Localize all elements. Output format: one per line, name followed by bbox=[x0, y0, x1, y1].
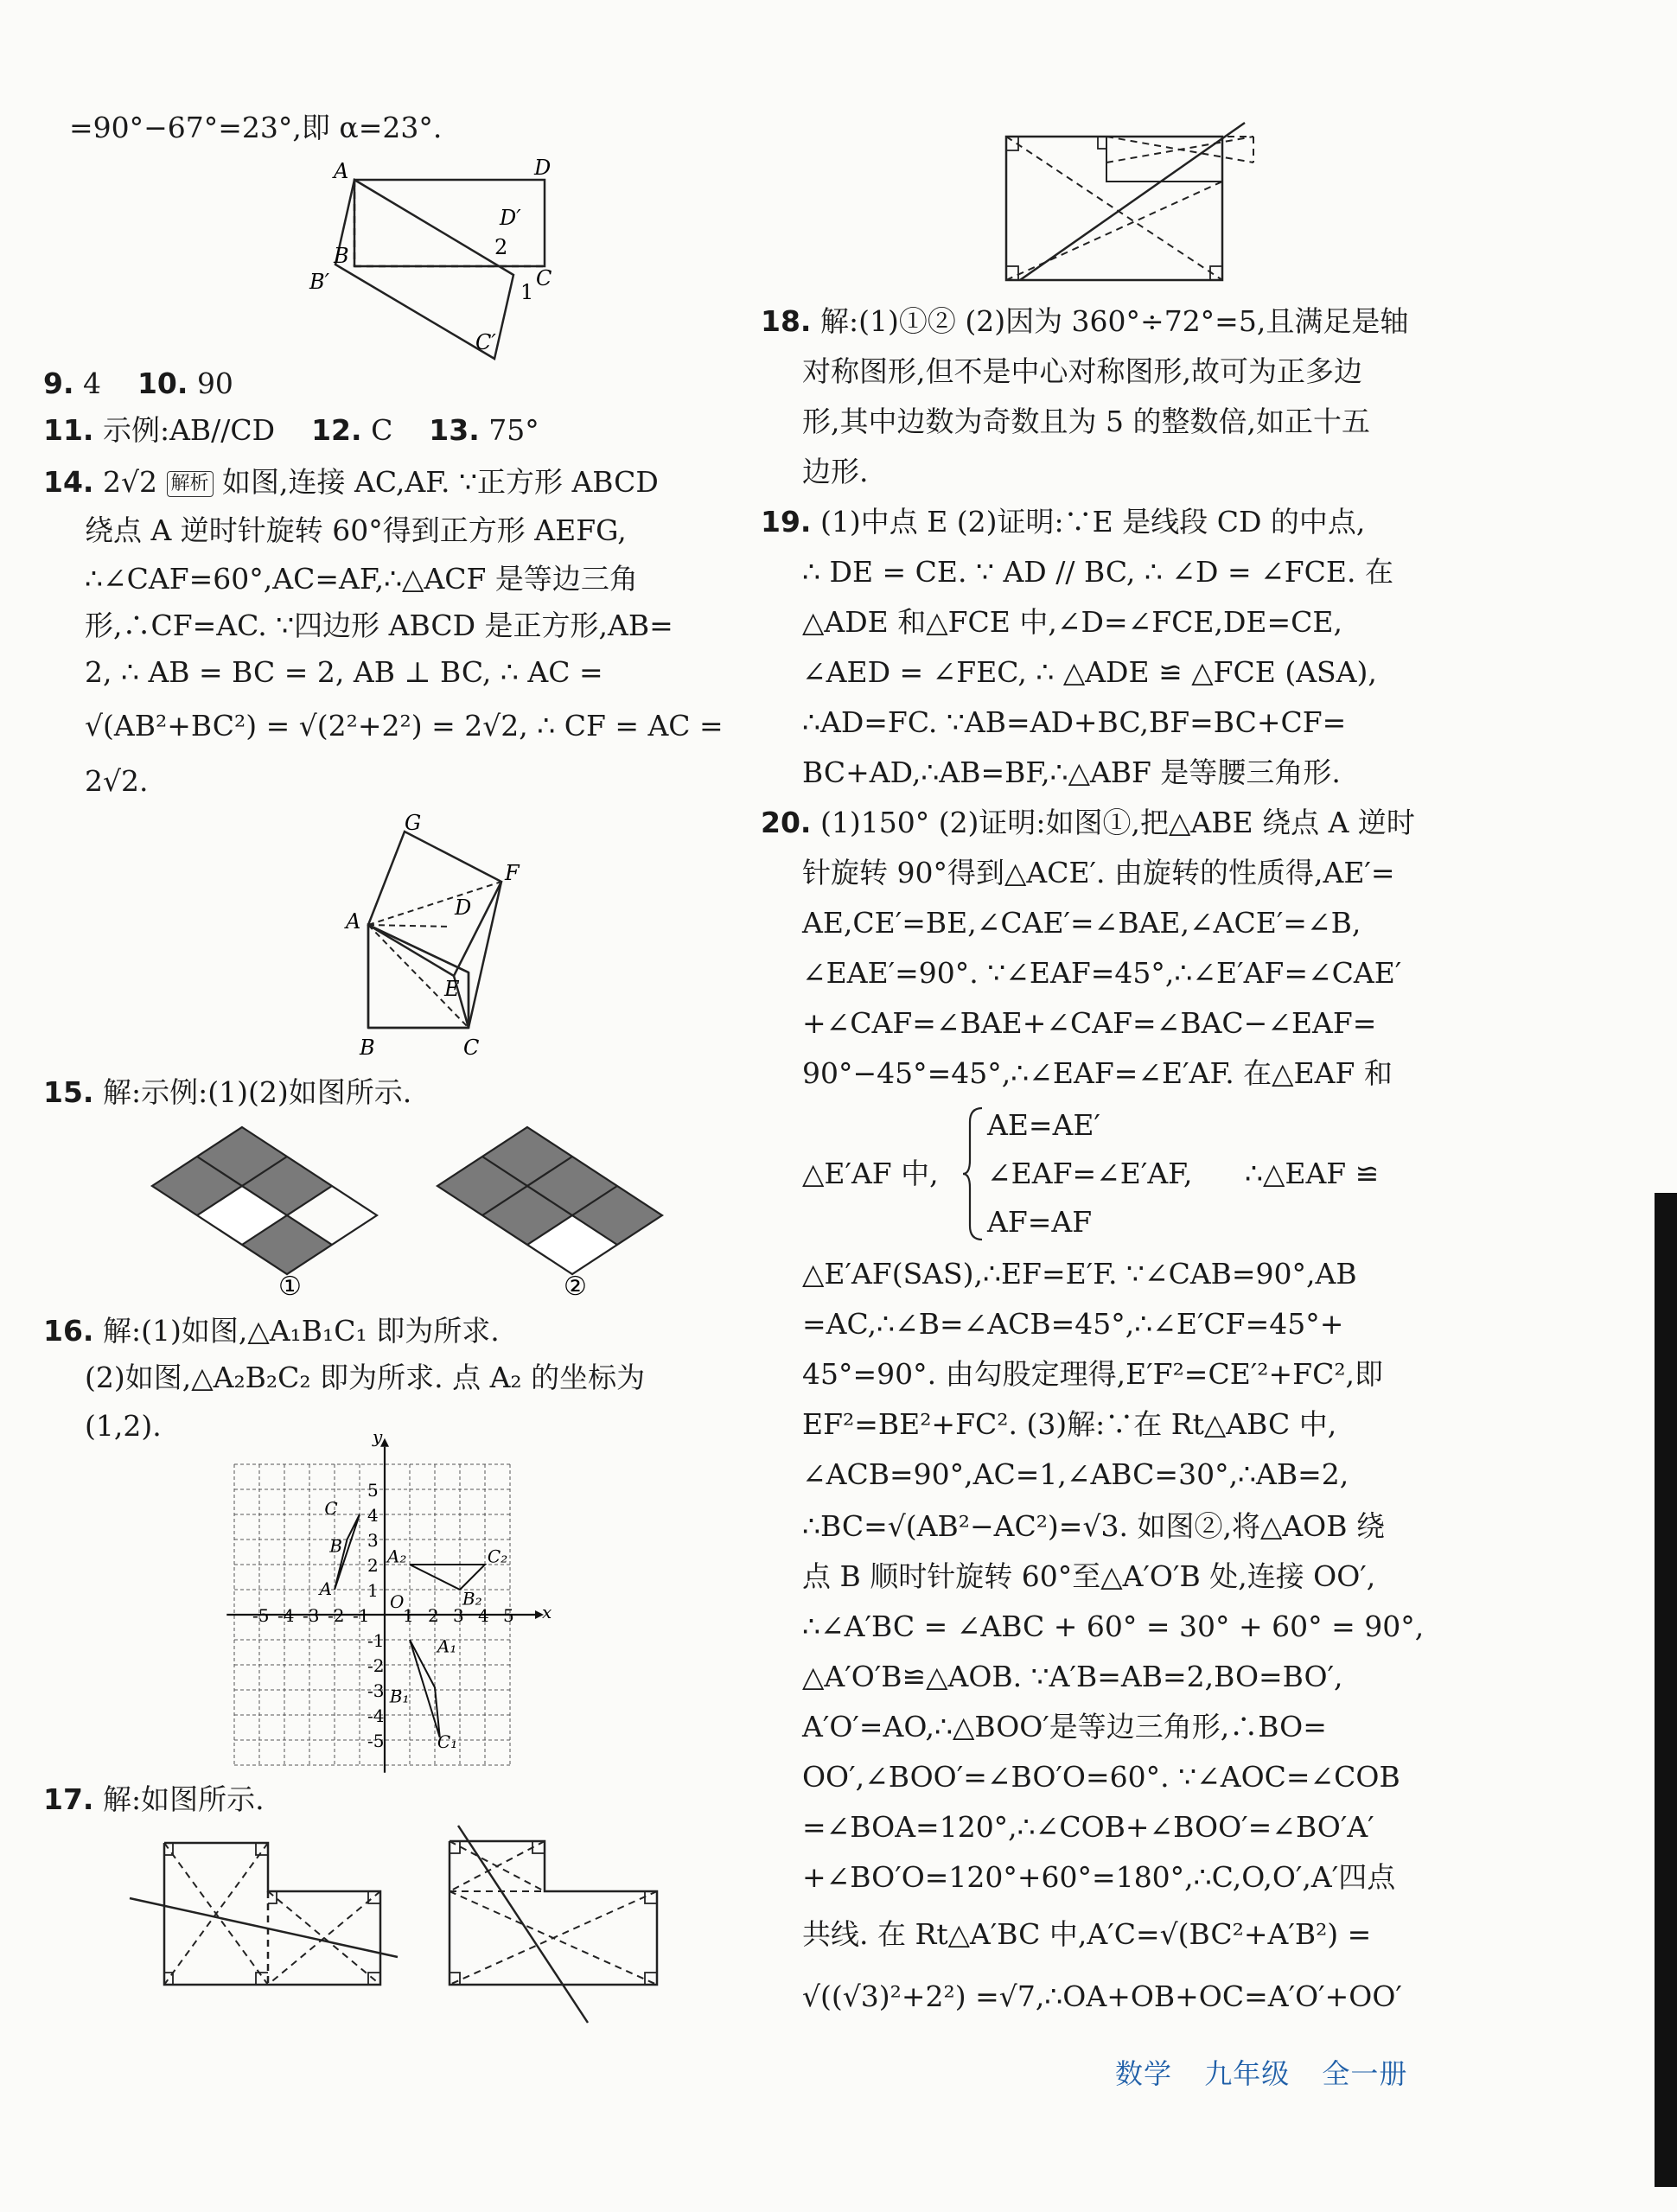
q14-line-4: 2, ∴ AB = BC = 2, AB ⊥ BC, ∴ AC = bbox=[85, 655, 603, 689]
q20-line-b7: ∴∠A′BC = ∠ABC + 60° = 30° + 60° = 90°, bbox=[802, 1610, 1425, 1643]
label-B: B bbox=[334, 244, 349, 268]
brace bbox=[961, 1105, 987, 1243]
angle-1: 1 bbox=[520, 280, 534, 304]
footer-subject: 数学 bbox=[1115, 2057, 1173, 2090]
angle-2: 2 bbox=[494, 235, 508, 259]
y-tick-label: 3 bbox=[367, 1530, 379, 1551]
q20-system-row-2: ∠EAF=∠E′AF, bbox=[987, 1157, 1193, 1190]
y-axis-label: y bbox=[373, 1425, 383, 1447]
label-C2: C₂ bbox=[487, 1546, 508, 1567]
x-tick-label: -2 bbox=[328, 1605, 345, 1626]
q20-line-b10: OO′,∠BOO′=∠BO′O=60°. ∵∠AOC=∠COB bbox=[802, 1760, 1400, 1794]
origin-label: O bbox=[390, 1591, 405, 1612]
label-B: B bbox=[360, 1036, 375, 1060]
q11-q13: 11. 示例:AB//CD 12. C 13. 75° bbox=[43, 413, 539, 447]
label-C: C bbox=[463, 1036, 480, 1060]
figure-label-2: ② bbox=[564, 1272, 587, 1302]
q19-line-0: 19. (1)中点 E (2)证明:∵E 是线段 CD 的中点, bbox=[761, 505, 1366, 539]
label-G: G bbox=[405, 811, 422, 835]
label-C: C bbox=[324, 1498, 338, 1520]
figure-q18-rectangle bbox=[1003, 121, 1271, 303]
q20-line-b9: A′O′=AO,∴△BOO′是等边三角形,∴BO= bbox=[802, 1710, 1327, 1743]
q20-line-4: +∠CAF=∠BAE+∠CAF=∠BAC−∠EAF= bbox=[802, 1006, 1377, 1040]
q20-line-b13: 共线. 在 Rt△A′BC 中,A′C=√(BC²+A′B²) = bbox=[802, 1917, 1372, 1951]
q19-line-3: ∠AED = ∠FEC, ∴ △ADE ≌ △FCE (ASA), bbox=[802, 655, 1377, 689]
q18-line-2: 形,其中边数为奇数且为 5 的整数倍,如正十五 bbox=[802, 405, 1370, 438]
q16-line-2: (1,2). bbox=[85, 1409, 162, 1443]
q20-line-b6: 点 B 顺时针旋转 60°至△A′O′B 处,连接 OO′, bbox=[802, 1559, 1376, 1593]
label-Dp: D′ bbox=[500, 206, 521, 230]
q19-line-4: ∴AD=FC. ∵AB=AD+BC,BF=BC+CF= bbox=[802, 705, 1347, 739]
shape-1 bbox=[130, 1843, 398, 1985]
footer-grade: 九年级 bbox=[1204, 2057, 1291, 2090]
q14-line-6: 2√2. bbox=[85, 764, 149, 798]
x-tick-label: -4 bbox=[277, 1605, 295, 1626]
q17-line: 17. 解:如图所示. bbox=[43, 1782, 265, 1816]
q20-line-2: AE,CE′=BE,∠CAE′=∠BAE,∠ACE′=∠B, bbox=[802, 906, 1361, 940]
y-tick-label: -4 bbox=[367, 1705, 385, 1726]
figure-q15-rhombus-grids bbox=[130, 1117, 700, 1302]
label-C1: C₁ bbox=[437, 1731, 458, 1752]
footer-volume: 全一册 bbox=[1322, 2057, 1408, 2090]
page-footer bbox=[1115, 2052, 1430, 2092]
label-A2: A₂ bbox=[386, 1546, 407, 1567]
q19-line-5: BC+AD,∴AB=BF,∴△ABF 是等腰三角形. bbox=[802, 755, 1341, 789]
q14-line-0: 14. 2√2 解析 如图,连接 AC,AF. ∵正方形 ABCD bbox=[43, 465, 659, 499]
x-tick-label: -1 bbox=[353, 1605, 370, 1626]
label-A1: A₁ bbox=[437, 1635, 457, 1657]
figure-q14-squares bbox=[303, 813, 545, 1063]
y-tick-label: 1 bbox=[367, 1580, 379, 1601]
q20-line-b0: △E′AF(SAS),∴EF=E′F. ∵∠CAB=90°,AB bbox=[802, 1257, 1357, 1291]
x-tick-label: 1 bbox=[403, 1605, 414, 1626]
y-tick-label: -1 bbox=[367, 1630, 385, 1651]
page-edge-shadow bbox=[1655, 1193, 1677, 2187]
label-E: E bbox=[444, 977, 460, 1001]
q16-line-0: 16. 解:(1)如图,△A₁B₁C₁ 即为所求. bbox=[43, 1314, 500, 1348]
q20-line-3: ∠EAE′=90°. ∵∠EAF=45°,∴∠E′AF=∠CAE′ bbox=[802, 956, 1402, 990]
q20-system-right: ∴△EAF ≌ bbox=[1245, 1157, 1380, 1190]
label-A: A bbox=[346, 909, 361, 934]
y-tick-label: 4 bbox=[367, 1505, 379, 1526]
y-tick-label: -5 bbox=[367, 1731, 385, 1751]
label-B2: B₂ bbox=[462, 1588, 482, 1610]
y-tick-label: -2 bbox=[367, 1655, 385, 1676]
q18-line-1: 对称图形,但不是中心对称图形,故可为正多边 bbox=[802, 354, 1362, 388]
q20-system-row-3: AF=AF bbox=[987, 1205, 1093, 1239]
figure-label-1: ① bbox=[278, 1272, 302, 1302]
label-B1: B₁ bbox=[389, 1686, 410, 1707]
q9-q10: 9. 4 10. 90 bbox=[43, 367, 233, 400]
x-tick-label: -3 bbox=[303, 1605, 320, 1626]
q15-line: 15. 解:示例:(1)(2)如图所示. bbox=[43, 1075, 412, 1109]
line-continuation: =90°−67°=23°,即 α=23°. bbox=[69, 111, 443, 144]
q20-line-b1: =AC,∴∠B=∠ACB=45°,∴∠E′CF=45°+ bbox=[802, 1307, 1344, 1341]
label-C: C bbox=[536, 266, 552, 290]
q14-line-1: 绕点 A 逆时针旋转 60°得到正方形 AEFG, bbox=[85, 513, 627, 547]
q20-line-b12: +∠BO′O=120°+60°=180°,∴C,O,O′,A′四点 bbox=[802, 1860, 1396, 1894]
q19-line-1: ∴ DE = CE. ∵ AD // BC, ∴ ∠D = ∠FCE. 在 bbox=[802, 555, 1393, 589]
x-tick-label: 5 bbox=[503, 1605, 514, 1626]
figure-q16-coordinate-grid bbox=[238, 1425, 592, 1763]
q14-line-5: √(AB²+BC²) = √(2²+2²) = 2√2, ∴ CF = AC = bbox=[85, 709, 724, 743]
rhombus-grid-1 bbox=[152, 1127, 377, 1274]
y-tick-label: 5 bbox=[367, 1480, 379, 1501]
label-A: A bbox=[319, 1578, 333, 1599]
q20-line-b5: ∴BC=√(AB²−AC²)=√3. 如图②,将△AOB 绕 bbox=[802, 1509, 1385, 1543]
x-tick-label: -5 bbox=[252, 1605, 270, 1626]
q20-line-0: 20. (1)150° (2)证明:如图①,把△ABE 绕点 A 逆时 bbox=[761, 806, 1415, 839]
shape-2 bbox=[450, 1826, 657, 2023]
q20-line-1: 针旋转 90°得到△ACE′. 由旋转的性质得,AE′= bbox=[802, 856, 1395, 889]
y-tick-label: 2 bbox=[367, 1555, 379, 1576]
label-F: F bbox=[505, 861, 520, 885]
label-Cp: C′ bbox=[475, 330, 496, 354]
q20-line-b14: √((√3)²+2²) =√7,∴OA+OB+OC=A′O′+OO′ bbox=[802, 1979, 1402, 2013]
q20-line-b3: EF²=BE²+FC². (3)解:∵在 Rt△ABC 中, bbox=[802, 1407, 1337, 1441]
figure-rotated-rectangle bbox=[259, 157, 579, 365]
q19-line-2: △ADE 和△FCE 中,∠D=∠FCE,DE=CE, bbox=[802, 605, 1343, 639]
q20-system-left: △E′AF 中, bbox=[802, 1157, 939, 1190]
q18-line-3: 边形. bbox=[802, 455, 869, 488]
q18-line-0: 18. 解:(1)①② (2)因为 360°÷72°=5,且满足是轴 bbox=[761, 304, 1409, 338]
x-tick-label: 4 bbox=[478, 1605, 489, 1626]
figure-q17-shapes bbox=[130, 1815, 717, 2023]
label-D: D bbox=[534, 156, 552, 180]
label-Bp: B′ bbox=[309, 270, 330, 294]
q20-line-b4: ∠ACB=90°,AC=1,∠ABC=30°,∴AB=2, bbox=[802, 1457, 1349, 1491]
q14-line-2: ∴∠CAF=60°,AC=AF,∴△ACF 是等边三角 bbox=[85, 562, 638, 596]
q20-line-5: 90°−45°=45°,∴∠EAF=∠E′AF. 在△EAF 和 bbox=[802, 1056, 1393, 1090]
triangle-a2b2c2 bbox=[410, 1565, 485, 1590]
y-tick-label: -3 bbox=[367, 1680, 385, 1701]
x-tick-label: 2 bbox=[428, 1605, 439, 1626]
rhombus-grid-2 bbox=[437, 1127, 662, 1274]
q20-line-b11: =∠BOA=120°,∴∠COB+∠BOO′=∠BO′A′ bbox=[802, 1810, 1374, 1844]
triangle-a1b1c1 bbox=[410, 1640, 440, 1737]
q16-line-1: (2)如图,△A₂B₂C₂ 即为所求. 点 A₂ 的坐标为 bbox=[85, 1361, 646, 1394]
x-axis-label: x bbox=[542, 1602, 552, 1622]
label-B: B bbox=[329, 1535, 342, 1557]
q20-line-b2: 45°=90°. 由勾股定理得,E′F²=CE′²+FC²,即 bbox=[802, 1357, 1384, 1391]
label-D: D bbox=[455, 896, 472, 920]
q20-line-b8: △A′O′B≌△AOB. ∵A′B=AB=2,BO=BO′, bbox=[802, 1660, 1343, 1693]
analysis-tag: 解析 bbox=[167, 471, 214, 497]
q14-line-3: 形,∴CF=AC. ∵四边形 ABCD 是正方形,AB= bbox=[85, 609, 673, 642]
label-A: A bbox=[334, 159, 349, 183]
square-aefg bbox=[368, 832, 501, 976]
x-tick-label: 3 bbox=[453, 1605, 464, 1626]
q20-system-row-1: AE=AE′ bbox=[987, 1108, 1100, 1142]
